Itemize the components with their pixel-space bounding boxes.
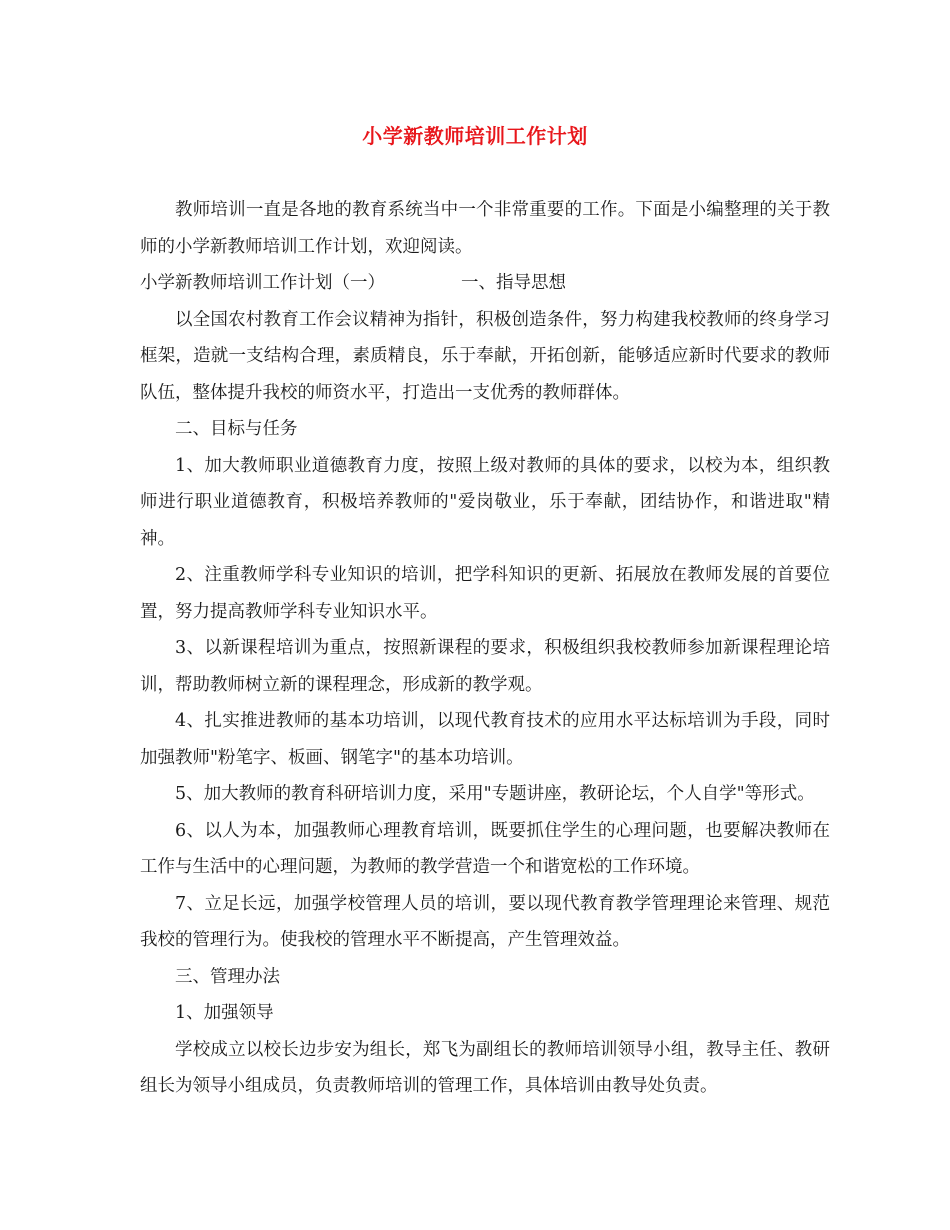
section1-paragraph: 以全国农村教育工作会议精神为指针，积极创造条件，努力构建我校教师的终身学习框架，造就一支结构合理，素质精良，乐于奉献，开拓创新，能够适应新时代要求的教师队伍，整体提升我校的师资水平，打造出一支优秀的教师群体。 [140,309,830,403]
goal-item-3: 3、以新课程培训为重点，按照新课程的要求，积极组织我校教师参加新课程理论培训，帮助教师树立新的课程理念，形成新的教学观。 [140,638,830,695]
goal-item-7: 7、立足长远，加强学校管理人员的培训，要以现代教育教学管理理论来管理、规范我校的管理行为。使我校的管理水平不断提高，产生管理效益。 [140,893,830,950]
document-title: 小学新教师培训工作计划 [362,124,588,148]
leadership-paragraph: 学校成立以校长边步安为组长，郑飞为副组长的教师培训领导小组，教导主任、教研组长为领导小组成员，负责教师培训的管理工作，具体培训由教导处负责。 [140,1039,830,1096]
goal-item-1: 1、加大教师职业道德教育力度，按照上级对教师的具体的要求，以校为本，组织教师进行职业道德教育，积极培养教师的"爱岗敬业，乐于奉献，团结协作，和谐进取"精神。 [140,455,830,549]
management-subheading-leadership: 1、加强领导 [175,1003,274,1023]
document-body [140,192,830,1105]
goal-item-2: 2、注重教师学科专业知识的培训，把学科知识的更新、拓展放在教师发展的首要位置，努力提高教师学科专业知识水平。 [140,565,830,622]
plan-subtitle: 小学新教师培训工作计划（一） [140,273,385,293]
goal-item-5: 5、加大教师的教育科研培训力度，采用"专题讲座，教研论坛，个人自学"等形式。 [175,784,815,804]
goal-item-4: 4、扎实推进教师的基本功培训，以现代教育技术的应用水平达标培训为手段，同时加强教师"粉笔字、板画、钢笔字"的基本功培训。 [140,711,830,768]
section-heading-guiding-thought: 一、指导思想 [461,273,566,293]
section-heading-management: 三、管理办法 [175,966,280,987]
subtitle-line [140,265,830,302]
goal-item-6: 6、以人为本，加强教师心理教育培训，既要抓住学生的心理问题，也要解决教师在工作与生活中的心理问题，为教师的教学营造一个和谐宽松的工作环境。 [140,820,830,877]
section-heading-goals: 二、目标与任务 [175,419,298,439]
intro-paragraph: 教师培训一直是各地的教育系统当中一个非常重要的工作。下面是小编整理的关于教师的小学新教师培训工作计划，欢迎阅读。 [140,200,830,257]
